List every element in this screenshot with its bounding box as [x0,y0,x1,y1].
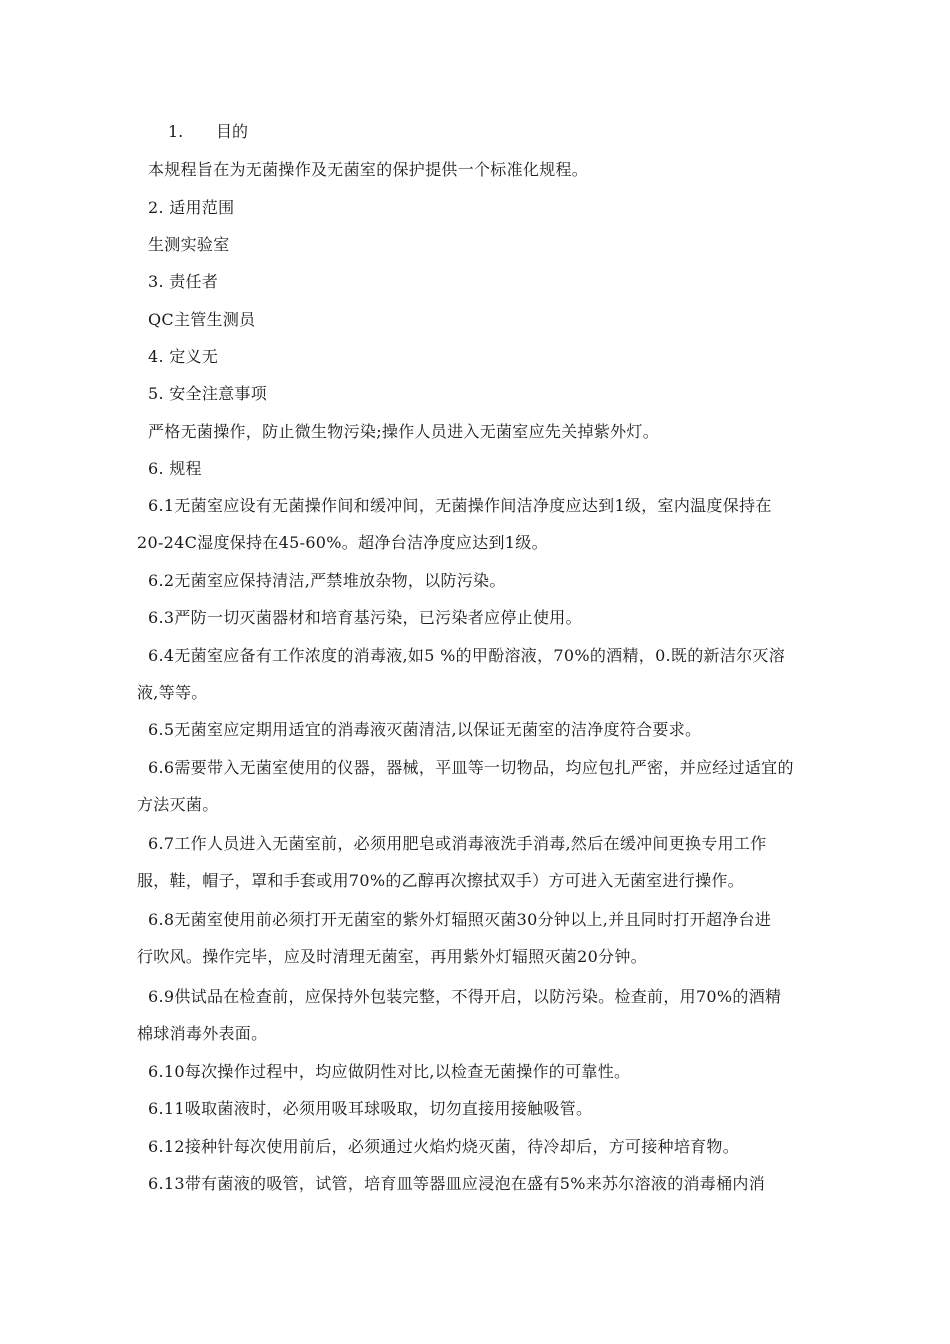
clause-6-9-line-1: 6.9供试品在检查前，应保持外包装完整，不得开启，以防污染。检查前，用70%的酒精 [148,987,782,1006]
clause-6-10: 6.10每次操作过程中，均应做阴性对比,以检查无菌操作的可靠性。 [148,1062,631,1081]
section-2-heading: 2. 适用范围 [148,198,235,217]
clause-6-3: 6.3严防一切灭菌器材和培育基污染，已污染者应停止使用。 [148,608,582,627]
section-1-heading [168,122,248,142]
section-4-heading: 4. 定义无 [148,347,219,366]
clause-6-2: 6.2无菌室应保持清洁,严禁堆放杂物，以防污染。 [148,571,506,590]
section-3-heading: 3. 责任者 [148,272,219,291]
clause-6-7-line-1: 6.7工作人员进入无菌室前，必须用肥皂或消毒液洗手消毒,然后在缓冲间更换专用工作 [148,834,767,853]
clause-6-6-line-2: 方法灭菌。 [137,795,219,814]
clause-6-6-line-1: 6.6需要带入无菌室使用的仪器，器械，平皿等一切物品，均应包扎严密，并应经过适宜的 [148,758,794,777]
clause-6-1-line-2: 20-24C湿度保持在45-60%。超净台洁净度应达到1级。 [137,533,548,552]
purpose-text: 本规程旨在为无菌操作及无菌室的保护提供一个标准化规程。 [148,160,589,179]
clause-6-5: 6.5无菌室应定期用适宜的消毒液灭菌清洁,以保证无菌室的洁净度符合要求。 [148,720,702,739]
section-1-number: 1. [168,122,184,141]
clause-6-9-line-2: 棉球消毒外表面。 [137,1024,268,1043]
section-1-title: 目的 [216,122,249,141]
section-5-heading: 5. 安全注意事项 [148,384,268,403]
safety-text: 严格无菌操作，防止微生物污染;操作人员进入无菌室应先关掉紫外灯。 [148,422,659,441]
clause-6-13-line-1: 6.13带有菌液的吸管，试管，培育皿等器皿应浸泡在盛有5%来苏尔溶液的消毒桶内消 [148,1174,766,1193]
clause-6-8-line-2: 行吹风。操作完毕，应及时清理无菌室，再用紫外灯辐照灭菌20分钟。 [137,947,647,966]
clause-6-7-line-2: 服，鞋，帽子，罩和手套或用70%的乙醇再次擦拭双手）方可进入无菌室进行操作。 [137,871,744,890]
clause-6-12: 6.12接种针每次使用前后，必须通过火焰灼烧灭菌，待冷却后，方可接种培育物。 [148,1137,740,1156]
clause-6-4-line-1: 6.4无菌室应备有工作浓度的消毒液,如5 %的甲酚溶液，70%的酒精，0.既的新洁尔灭溶 [148,646,786,665]
clause-6-11: 6.11吸取菌液时，必须用吸耳球吸取，切勿直接用接触吸管。 [148,1099,593,1118]
clause-6-1-line-1: 6.1无菌室应设有无菌操作间和缓冲间，无菌操作间洁净度应达到1级，室内温度保持在 [148,496,772,515]
section-6-heading: 6. 规程 [148,459,202,478]
scope-text: 生测实验室 [148,235,230,254]
clause-6-4-line-2: 液,等等。 [137,683,208,702]
responsible-text: QC主管生测员 [148,310,256,329]
clause-6-8-line-1: 6.8无菌室使用前必须打开无菌室的紫外灯辐照灭菌30分钟以上,并且同时打开超净台进 [148,910,772,929]
